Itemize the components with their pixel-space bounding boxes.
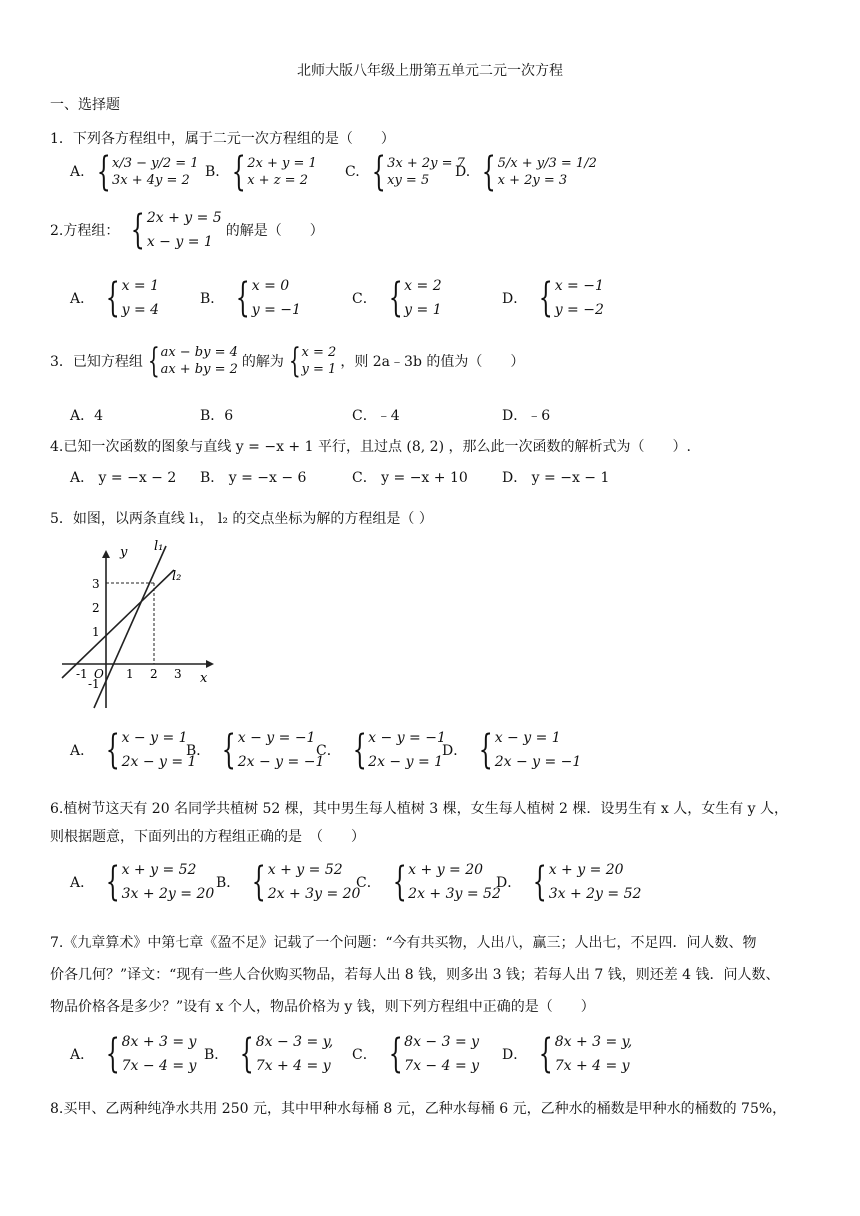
equation: 8x − 3 = y bbox=[404, 1034, 480, 1050]
q4-option-a[interactable]: A． y = −x − 2 bbox=[70, 470, 177, 486]
option-label: C． bbox=[352, 1047, 377, 1063]
option-label: B． bbox=[204, 1047, 229, 1063]
equation: 3x + 2y = 20 bbox=[121, 886, 215, 902]
equation: ax − by = 4 bbox=[160, 345, 238, 360]
brace-icon: { bbox=[105, 859, 120, 905]
question-6-stem-line2: 则根据题意，下面列出的方程组正确的是 （ ） bbox=[50, 829, 365, 845]
equation: 2x − y = −1 bbox=[494, 754, 582, 770]
equation: x + z = 2 bbox=[247, 173, 308, 188]
section-heading: 一、选择题 bbox=[50, 97, 120, 113]
question-2-stem bbox=[50, 206, 324, 254]
equation: 2x − y = 1 bbox=[121, 754, 197, 770]
equation: y = −2 bbox=[554, 302, 604, 318]
equation: 3x + 2y = 7 bbox=[387, 156, 465, 171]
question-7-stem-line1: 7.《九章算术》中第七章《盈不足》记载了一个问题：“今有共买物，人出八，赢三；人出七，不足四．问人数、物 bbox=[50, 935, 757, 951]
question-mid: 的解为 bbox=[241, 354, 284, 370]
q2-option-d[interactable] bbox=[502, 274, 604, 322]
q4-option-c[interactable]: C． y = −x + 10 bbox=[352, 470, 468, 486]
brace-icon: { bbox=[532, 859, 547, 905]
brace-icon: { bbox=[538, 275, 553, 321]
option-label: C． bbox=[356, 875, 381, 891]
equation: 2x + 3y = 20 bbox=[267, 886, 361, 902]
q6-option-c[interactable] bbox=[356, 858, 501, 906]
brace-icon: { bbox=[478, 727, 493, 773]
equation: x = 2 bbox=[301, 345, 337, 360]
option-label: B． bbox=[200, 291, 225, 307]
q7-option-b[interactable] bbox=[204, 1030, 333, 1078]
y-axis-label: y bbox=[120, 545, 128, 560]
q3-option-c[interactable]: C．﹣4 bbox=[352, 408, 400, 424]
option-label: C. bbox=[345, 164, 360, 180]
q1-option-c[interactable] bbox=[345, 149, 465, 195]
equation: 5/x + y/3 = 1/2 bbox=[497, 156, 597, 171]
equation: ax + by = 2 bbox=[160, 362, 238, 377]
equation: 7x + 4 = y bbox=[554, 1058, 630, 1074]
brace-icon: { bbox=[231, 149, 246, 195]
equation: y = 4 bbox=[121, 302, 160, 318]
brace-icon: { bbox=[388, 1031, 403, 1077]
equation: x − y = −1 bbox=[237, 730, 316, 746]
brace-icon: { bbox=[252, 859, 267, 905]
brace-icon: { bbox=[240, 1031, 255, 1077]
brace-icon: { bbox=[105, 275, 120, 321]
equation: 7x + 4 = y bbox=[255, 1058, 331, 1074]
l1-label: l₁ bbox=[154, 539, 164, 554]
equation: 2x + y = 1 bbox=[247, 156, 317, 171]
question-4-stem: 4.已知一次函数的图象与直线 y = −x + 1 平行，且过点 (8, 2) ，那么此一次函数的解析式为（ ）. bbox=[50, 439, 691, 455]
question-5-stem: 5．如图，以两条直线 l₁， l₂ 的交点坐标为解的方程组是（ ） bbox=[50, 511, 433, 527]
q6-option-d[interactable] bbox=[496, 858, 641, 906]
equation: 3x + 2y = 52 bbox=[548, 886, 642, 902]
q6-option-a[interactable] bbox=[70, 858, 214, 906]
q3-option-d[interactable]: D．﹣6 bbox=[502, 408, 551, 424]
q7-option-d[interactable] bbox=[502, 1030, 632, 1078]
q5-option-d[interactable] bbox=[442, 726, 581, 774]
question-1-stem: 1．下列各方程组中，属于二元一次方程组的是（ ） bbox=[50, 131, 395, 147]
option-label: A. bbox=[70, 164, 85, 180]
equation: x = 2 bbox=[404, 278, 442, 294]
q1-option-b[interactable] bbox=[205, 149, 317, 195]
q2-option-a[interactable] bbox=[70, 274, 159, 322]
option-label: A． bbox=[70, 743, 95, 759]
option-label: C． bbox=[352, 291, 377, 307]
equation: 2x − y = −1 bbox=[237, 754, 325, 770]
equation: 7x − 4 = y bbox=[121, 1058, 197, 1074]
equation: 8x − 3 = y, bbox=[255, 1034, 334, 1050]
brace-icon: { bbox=[222, 727, 237, 773]
x-tick-label: 1 bbox=[126, 667, 134, 681]
q1-option-d[interactable] bbox=[455, 149, 597, 195]
y-tick-label: 1 bbox=[92, 625, 100, 639]
brace-icon: { bbox=[371, 149, 386, 195]
question-prefix: 2.方程组： bbox=[50, 223, 120, 239]
y-tick-label: -1 bbox=[88, 677, 100, 691]
equation: xy = 5 bbox=[387, 173, 430, 188]
q7-option-a[interactable] bbox=[70, 1030, 196, 1078]
option-label: B． bbox=[186, 743, 211, 759]
q3-option-a[interactable]: A．4 bbox=[70, 408, 104, 424]
option-label: B. bbox=[205, 164, 220, 180]
q5-option-a[interactable] bbox=[70, 726, 196, 774]
equation: x = −1 bbox=[554, 278, 604, 294]
equation: x − y = −1 bbox=[368, 730, 446, 746]
equation: x + y = 20 bbox=[408, 862, 484, 878]
equation: x − y = 1 bbox=[494, 730, 561, 746]
q5-option-b[interactable] bbox=[186, 726, 324, 774]
equation: 2x + 3y = 52 bbox=[408, 886, 501, 902]
equation: x = 0 bbox=[251, 278, 290, 294]
equation: x + y = 20 bbox=[548, 862, 624, 878]
option-label: C． bbox=[316, 743, 341, 759]
q2-option-b[interactable] bbox=[200, 274, 301, 322]
equation: 2x − y = 1 bbox=[368, 754, 444, 770]
equation: x − y = 1 bbox=[121, 730, 188, 746]
question-6-stem-line1: 6.植树节这天有 20 名同学共植树 52 棵，其中男生每人植树 3 棵，女生每人植树 2 棵．设男生有 x 人，女生有 y 人， bbox=[50, 801, 789, 817]
x-tick-label: 3 bbox=[174, 667, 182, 681]
option-label: D． bbox=[502, 1047, 528, 1063]
equation: x/3 − y/2 = 1 bbox=[112, 156, 199, 171]
y-tick-label: 3 bbox=[92, 577, 100, 591]
y-tick-label: 2 bbox=[92, 601, 100, 615]
brace-icon: { bbox=[105, 727, 120, 773]
equation: y = −1 bbox=[251, 302, 301, 318]
line-l1 bbox=[94, 546, 166, 708]
origin-label: O bbox=[94, 667, 104, 681]
q5-option-c[interactable] bbox=[316, 726, 446, 774]
brace-icon: { bbox=[147, 341, 160, 381]
equation: x + y = 52 bbox=[121, 862, 197, 878]
x-axis-label: x bbox=[200, 671, 208, 686]
equation: x = 1 bbox=[121, 278, 160, 294]
brace-icon: { bbox=[392, 859, 407, 905]
question-7-stem-line3: 物品价格各是多少？”设有 x 个人，物品价格为 y 钱，则下列方程组中正确的是（ ） bbox=[50, 999, 595, 1015]
q2-option-c[interactable] bbox=[352, 274, 442, 322]
option-label: D． bbox=[502, 291, 528, 307]
option-label: D． bbox=[442, 743, 468, 759]
question-suffix: ，则 2a﹣3b 的值为（ ） bbox=[340, 354, 525, 370]
document-title: 北师大版八年级上册第五单元二元一次方程 bbox=[297, 63, 563, 79]
equation: 8x + 3 = y, bbox=[554, 1034, 633, 1050]
q3-option-b[interactable]: B．6 bbox=[200, 408, 234, 424]
equation: x + 2y = 3 bbox=[497, 173, 568, 188]
equation: x − y = 1 bbox=[146, 234, 213, 250]
option-label: B． bbox=[216, 875, 241, 891]
l2-label: l₂ bbox=[172, 569, 182, 584]
q6-option-b[interactable] bbox=[216, 858, 360, 906]
question-3-stem bbox=[50, 341, 525, 381]
coordinate-graph bbox=[58, 538, 218, 710]
brace-icon: { bbox=[481, 149, 496, 195]
option-label: A． bbox=[70, 875, 95, 891]
option-label: A． bbox=[70, 291, 95, 307]
equation: 8x + 3 = y bbox=[121, 1034, 197, 1050]
question-prefix: 3．已知方程组 bbox=[50, 354, 143, 370]
brace-icon: { bbox=[352, 727, 367, 773]
q7-option-c[interactable] bbox=[352, 1030, 479, 1078]
brace-icon: { bbox=[538, 1031, 553, 1077]
brace-icon: { bbox=[96, 149, 111, 195]
equation: 7x − 4 = y bbox=[404, 1058, 480, 1074]
x-axis-arrow-icon bbox=[206, 660, 214, 668]
option-label: A． bbox=[70, 1047, 95, 1063]
brace-icon: { bbox=[388, 275, 403, 321]
question-7-stem-line2: 价各几何？”译文：“现有一些人合伙购买物品，若每人出 8 钱，则多出 3 钱；若每人出 7 钱，则还差 4 钱．问人数、 bbox=[50, 967, 780, 983]
equation: 3x + 4y = 2 bbox=[112, 173, 190, 188]
question-suffix: 的解是（ ） bbox=[225, 223, 324, 239]
q4-option-d[interactable]: D． y = −x − 1 bbox=[502, 470, 610, 486]
q1-option-a[interactable] bbox=[70, 149, 199, 195]
question-8-stem: 8.买甲、乙两种纯净水共用 250 元，其中甲种水每桶 8 元，乙种水每桶 6 元，乙种水的桶数是甲种水的桶数的 75%， bbox=[50, 1101, 787, 1117]
brace-icon: { bbox=[288, 341, 301, 381]
y-axis-arrow-icon bbox=[102, 550, 110, 558]
line-l2 bbox=[62, 570, 174, 678]
equation: y = 1 bbox=[404, 302, 442, 318]
option-label: D． bbox=[496, 875, 522, 891]
equation: 2x + y = 5 bbox=[146, 210, 222, 226]
option-label: D. bbox=[455, 164, 471, 180]
brace-icon: { bbox=[236, 275, 251, 321]
x-tick-label: -1 bbox=[76, 667, 88, 681]
x-tick-label: 2 bbox=[150, 667, 158, 681]
q4-option-b[interactable]: B． y = −x − 6 bbox=[200, 470, 307, 486]
equation: y = 1 bbox=[301, 362, 337, 377]
equation: x + y = 52 bbox=[267, 862, 343, 878]
brace-icon: { bbox=[131, 207, 146, 253]
brace-icon: { bbox=[105, 1031, 120, 1077]
